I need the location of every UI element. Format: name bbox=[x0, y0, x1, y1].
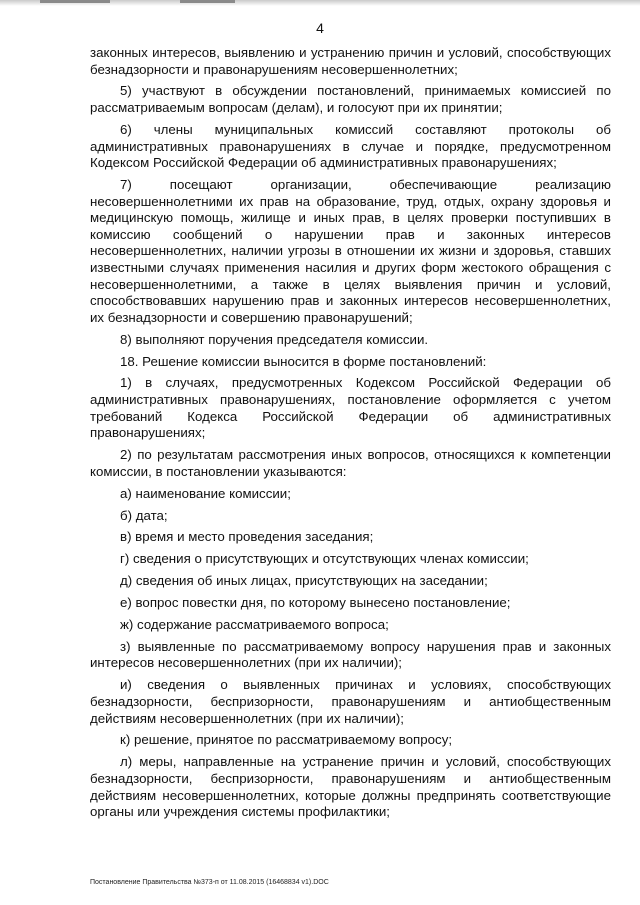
paragraph-item-6: 6) члены муниципальных комиссий составляют протоколы об административных правонарушениях в случае и порядке, предусмотренном Кодексом Российской Федерации об административных правонарушениях; bbox=[90, 121, 611, 171]
list-item-zh: ж) содержание рассматриваемого вопроса; bbox=[120, 616, 389, 632]
list-item-l: л) меры, направленные на устранение причин и условий, способствующих безнадзорности, беспризорности, правонарушениям и антиобщественным действиям несовершеннолетних, которые должны предпринять соответствующие органы или учреждения системы профилактики; bbox=[90, 754, 611, 820]
list-item-k: к) решение, принятое по рассматриваемому вопросу; bbox=[120, 732, 453, 748]
document-footer: Постановление Правительства №373-п от 11.08.2015 (16468834 v1).DOC bbox=[90, 879, 329, 886]
document-body bbox=[90, 45, 611, 826]
paragraph-item-1: 1) в случаях, предусмотренных Кодексом Российской Федерации об административных правонарушениях, постановление оформляется с учетом требований Кодекса Российской Федерации об административных правонарушениях; bbox=[90, 375, 611, 441]
list-item-g: г) сведения о присутствующих и отсутствующих членах комиссии; bbox=[120, 551, 529, 567]
scan-mark bbox=[40, 0, 110, 3]
list-item-d: д) сведения об иных лицах, присутствующих на заседании; bbox=[120, 573, 488, 589]
paragraph-item-7: 7) посещают организации, обеспечивающие реализацию несовершеннолетними их прав на образование, труд, отдых, охрану здоровья и медицинскую помощь, жилище и иных прав, в целях проверки поступивших в комиссию сообщений о нарушении прав и законных интересов несовершеннолетних, наличии угрозы в отношении их жизни и здоровья, ставших известными случаях применения насилия и других форм жестокого обращения с несовершеннолетними, а также в целях выявления причин и условий, способствовавших нарушению прав и законных интересов несовершеннолетних, их безнадзорности и совершению правонарушений; bbox=[90, 177, 611, 325]
paragraph-continuation: законных интересов, выявлению и устранению причин и условий, способствующих безнадзорности и правонарушениям несовершеннолетних; bbox=[90, 45, 611, 77]
paragraph-item-5: 5) участвуют в обсуждении постановлений, принимаемых комиссией по рассматриваемым вопросам (делам), и голосуют при их принятии; bbox=[90, 83, 611, 116]
paragraph-item-8: 8) выполняют поручения председателя комиссии. bbox=[120, 331, 429, 347]
scan-mark bbox=[180, 0, 235, 3]
list-item-a: а) наименование комиссии; bbox=[120, 485, 291, 501]
page-number: 4 bbox=[316, 20, 324, 36]
list-item-e: е) вопрос повестки дня, по которому вынесено постановление; bbox=[120, 595, 511, 611]
list-item-i: и) сведения о выявленных причинах и условиях, способствующих безнадзорности, беспризорности, правонарушениям и антиобщественным действиям несовершеннолетних (при их наличии); bbox=[90, 677, 611, 726]
list-item-z: з) выявленные по рассматриваемому вопросу нарушения прав и законных интересов несовершеннолетних (при их наличии); bbox=[90, 638, 611, 671]
list-item-b: б) дата; bbox=[120, 507, 168, 523]
paragraph-item-2: 2) по результатам рассмотрения иных вопросов, относящихся к компетенции комиссии, в постановлении указываются: bbox=[90, 447, 611, 479]
list-item-v: в) время и место проведения заседания; bbox=[120, 529, 374, 545]
paragraph-section-18: 18. Решение комиссии выносится в форме постановлений: bbox=[120, 353, 487, 369]
